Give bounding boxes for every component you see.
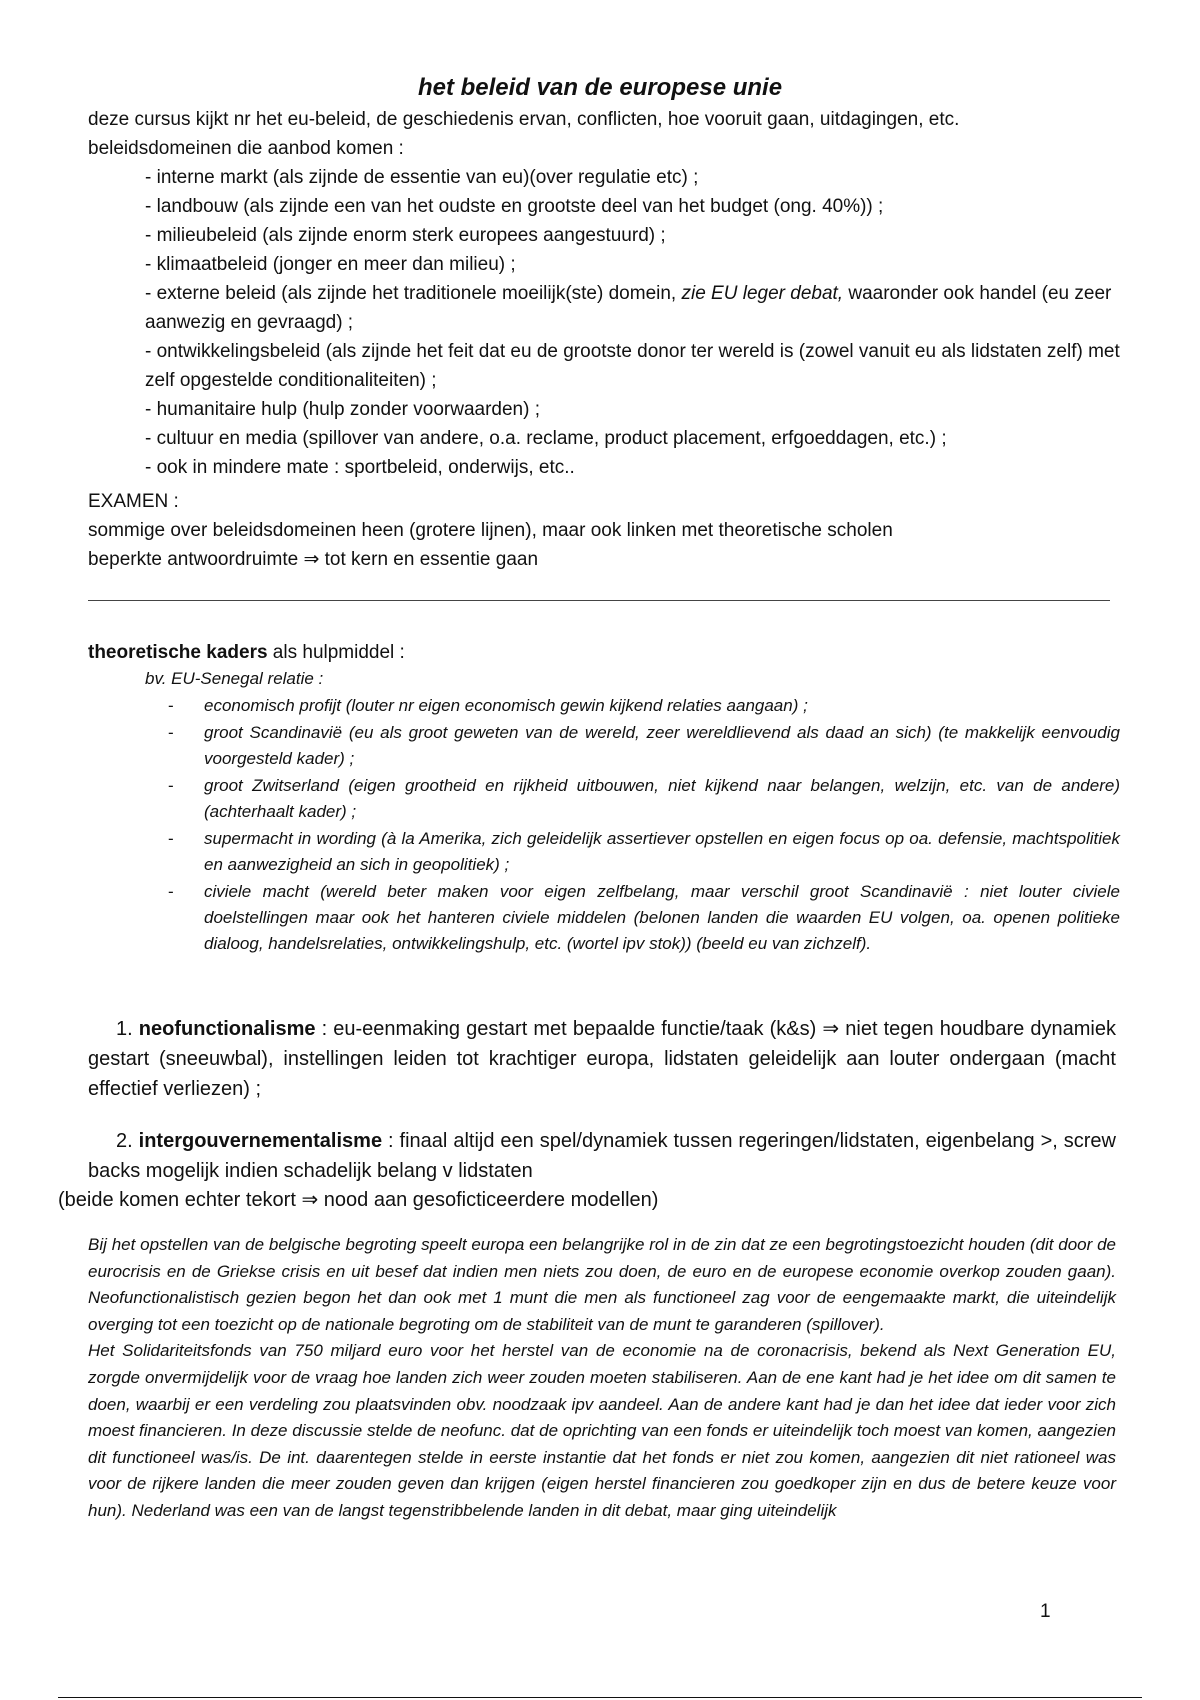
external-emphasis: zie EU leger debat, [681, 283, 844, 304]
policy-domain-list [145, 163, 1120, 482]
list-item [168, 826, 1120, 878]
external-text: - externe beleid (als zijnde het traditionele moeilijk(ste) domein, [145, 283, 682, 304]
theory-intergovernmentalism [88, 1126, 1116, 1186]
kaders-heading [88, 638, 1138, 667]
intro-line: beleidsdomeinen die aanbod komen : [88, 138, 404, 159]
dash-marker: - [168, 723, 174, 742]
essay-paragraph: Bij het opstellen van de belgische begroting speelt europa een belangrijke rol in de zin dat ze een begrotingstoezicht houden (dit door de eurocrisis en de Griekse crisis en uit besef dat indien men niets zou doen, de euro en de europese economie overkop zouden gaan). Neofunctionalistisch gezien begon het dan ook met 1 munt die men als functioneel zag voor de eengemaakte markt, die uiteindelijk overging tot een toezicht op de nationale begroting om de stabiliteit van de munt te garanderen (spillover). [88, 1235, 1116, 1334]
list-item [168, 773, 1120, 825]
list-item [168, 720, 1120, 772]
exam-section [88, 487, 1138, 574]
section-divider [88, 600, 1110, 601]
theory-number: 1. [116, 1018, 133, 1040]
list-item: - cultuur en media (spillover van andere, o.a. reclame, product placement, erfgoeddagen, etc.) ; [145, 428, 947, 449]
list-item [168, 693, 1120, 719]
theory-number: 2. [116, 1130, 133, 1152]
page-number: 1 [1040, 1601, 1051, 1622]
list-item: - ook in mindere mate : sportbeleid, onderwijs, etc.. [145, 457, 575, 478]
list-item: - milieubeleid (als zijnde enorm sterk europees aangestuurd) ; [145, 225, 666, 246]
list-item-text: civiele macht (wereld beter maken voor eigen zelfbelang, maar verschil groot Scandinavië : niet louter civiele doelstellingen maar ook het hanteren civiele middelen (belonen landen die waarden EU volgen, oa. openen politieke dialoog, handelsrelaties, ontwikkelingshulp, etc. (wortel ipv stok)) (beeld eu van zichzelf). [204, 882, 1120, 953]
essay-block [88, 1232, 1116, 1525]
list-item: - humanitaire hulp (hulp zonder voorwaarden) ; [145, 399, 540, 420]
list-item: - landbouw (als zijnde een van het oudste en grootste deel van het budget (ong. 40%)) ; [145, 196, 884, 217]
list-item: - interne markt (als zijnde de essentie van eu)(over regulatie etc) ; [145, 167, 699, 188]
external-text-rest: waaronder ook handel (eu zeer aanwezig en gevraagd) ; [145, 283, 1112, 333]
theory-name: intergouvernementalisme [138, 1130, 383, 1152]
essay-paragraph: Het Solidariteitsfonds van 750 miljard euro voor het herstel van de economie na de coronacrisis, bekend als Next Generation EU, zorgde onvermijdelijk voor de vraag hoe landen zich weer zouden moeten stabiliseren. Aan de ene kant had je het idee om dit samen te doen, waarbij er een verdeling zou plaatsvinden obv. noodzaak ipv aandeel. Aan de andere kant had je dan het idee dat ieder voor zich moest financieren. In deze discussie stelde de neofunc. dat de oprichting van een fonds er uiteindelijk toch moest van komen, aangezien dit functioneel was/is. De int. daarentegen stelde in eerste instantie dat het fonds er niet zou komen, aangezien dit niet rationeel was voor de rijkere landen die meer zouden geven dan krijgen (eigen herstel financieren zou goedkoper zijn en dus de betere keuze voor hun). Nederland was een van de langst tegenstribbelende landen in dit debat, maar ging uiteindelijk [88, 1341, 1116, 1520]
exam-label: EXAMEN : [88, 491, 179, 512]
theory-text: : eu-eenmaking gestart met bepaalde functie/taak (k&s) ⇒ niet tegen houdbare dynamiek gestart (sneeuwbal), instellingen leiden tot krachtiger europa, lidstaten geleidelijk aan louter ondergaan (macht effectief verliezen) ; [88, 1018, 1116, 1100]
theory-neofunctionalism [88, 1014, 1116, 1104]
list-item: - klimaatbeleid (jonger en meer dan milieu) ; [145, 254, 516, 275]
dash-marker: - [168, 829, 174, 848]
list-item [168, 879, 1120, 957]
list-item-text: groot Zwitserland (eigen grootheid en rijkheid uitbouwen, niet kijkend naar belangen, welzijn, etc. van de andere)(achterhaalt kader) ; [204, 776, 1120, 821]
list-item-external-policy [145, 279, 1120, 337]
kaders-bold: theoretische kaders [88, 642, 268, 663]
dash-marker: - [168, 696, 174, 715]
intro-paragraph [88, 105, 1138, 163]
dash-marker: - [168, 776, 174, 795]
exam-line: sommige over beleidsdomeinen heen (grotere lijnen), maar ook linken met theoretische scholen [88, 520, 893, 541]
list-item-text: supermacht in wording (à la Amerika, zich geleidelijk assertiever opstellen en eigen focus op oa. defensie, machtspolitiek en aanwezigheid an sich in geopolitiek) ; [204, 829, 1120, 874]
theory-name: neofunctionalisme [138, 1018, 316, 1040]
list-item-text: economisch profijt (louter nr eigen economisch gewin kijkend relaties aangaan) ; [204, 696, 808, 715]
page-bottom-rule [58, 1697, 1142, 1698]
exam-line: beperkte antwoordruimte ⇒ tot kern en essentie gaan [88, 549, 539, 570]
list-item: - ontwikkelingsbeleid (als zijnde het feit dat eu de grootste donor ter wereld is (zowel vanuit eu als lidstaten zelf) met zelf opgestelde conditionaliteiten) ; [145, 341, 1120, 391]
kaders-example: bv. EU-Senegal relatie : [145, 669, 324, 688]
intro-line: deze cursus kijkt nr het eu-beleid, de geschiedenis ervan, conflicten, hoe vooruit gaan, uitdagingen, etc. [88, 109, 960, 130]
theory-text: : finaal altijd een spel/dynamiek tussen regeringen/lidstaten, eigenbelang >, screw backs mogelijk indien schadelijk belang v lidstaten [88, 1130, 1116, 1182]
dash-marker: - [168, 882, 174, 901]
kaders-list [168, 693, 1120, 958]
list-item-text: groot Scandinavië (eu als groot geweten van de wereld, zeer wereldlievend als daad an sich) (te makkelijk eenvoudig voorgesteld kader) ; [204, 723, 1120, 768]
kaders-rest: als hulpmiddel : [267, 642, 405, 663]
both-note: (beide komen echter tekort ⇒ nood aan gesoficticeerdere modellen) [58, 1189, 659, 1211]
page-title: het beleid van de europese unie [417, 74, 783, 101]
